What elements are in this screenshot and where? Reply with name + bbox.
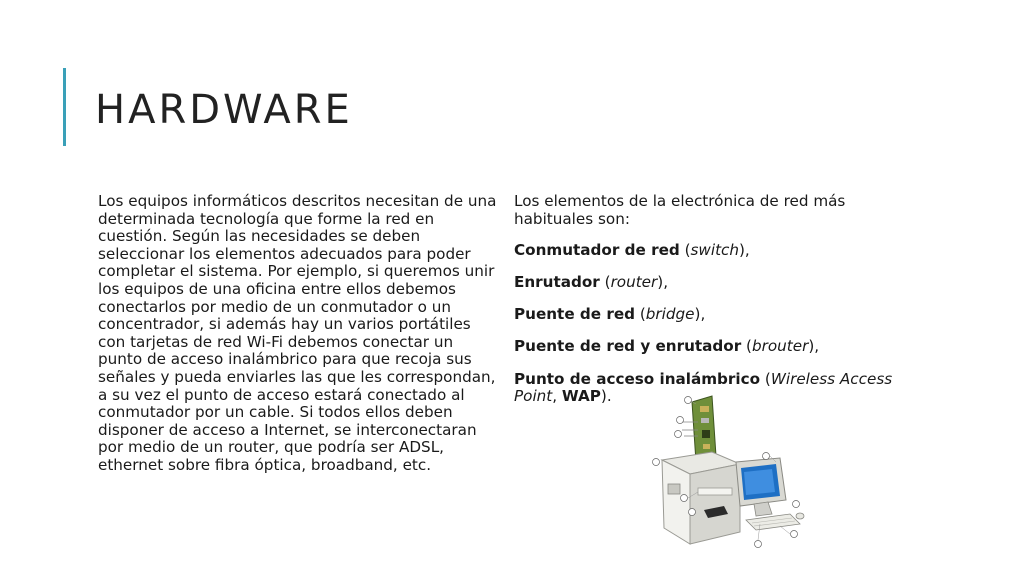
- item-term: Puente de red y enrutador: [514, 337, 742, 356]
- monitor-icon: [736, 458, 786, 516]
- item-english-term: Wireless Access Point: [514, 369, 893, 406]
- mouse-icon: [796, 513, 804, 519]
- item-term: Puente de red: [514, 305, 636, 324]
- list-item: Punto de acceso inalámbrico (Wireless Access Point, WAP).: [514, 369, 893, 406]
- right-column: [514, 193, 914, 420]
- item-english-term: bridge: [645, 305, 695, 324]
- left-paragraph: Los equipos informáticos descritos necesitan de una determinada tecnología que forme la red en cuestión. Según las necesidades se deben seleccionar los elementos adecuados para poder completar el sistema. Por ejemplo, si queremos unir los equipos de una oficina entre ellos debemos conectarlos por medio de un conmutador o un concentrador, si además hay un varios portátiles con tarjetas de red Wi-Fi debemos conectar un punto de acceso inalámbrico para que recoja sus señales y pueda enviarles las que les correspondan, a su vez el punto de acceso estará conectado al conmutador por un cable. Si todos ellos deben disponer de acceso a Internet, se interconectaran por medio de un router, que podría ser ADSL, ethernet sobre fibra óptica, broadband, etc.: [98, 192, 497, 474]
- item-term: Conmutador de red: [514, 241, 680, 260]
- list-item: Puente de red y enrutador (brouter),: [514, 337, 820, 356]
- item-english-term: brouter: [752, 337, 809, 356]
- title-accent-bar: [63, 68, 66, 146]
- slide-title: HARDWARE: [95, 87, 353, 133]
- item-english-term: router: [610, 273, 658, 292]
- item-term: Punto de acceso inalámbrico: [514, 369, 761, 388]
- item-term: Enrutador: [514, 273, 600, 292]
- list-item: Enrutador (router),: [514, 273, 669, 292]
- list-item: Puente de red (bridge),: [514, 305, 706, 324]
- list-item: Conmutador de red (switch),: [514, 241, 750, 260]
- item-acronym: WAP: [561, 387, 601, 406]
- right-intro: Los elementos de la electrónica de red más habituales son:: [514, 192, 846, 228]
- keyboard-icon: [746, 514, 800, 530]
- item-english-term: switch: [690, 241, 739, 260]
- computer-hardware-illustration: [640, 392, 810, 552]
- computer-case-icon: [662, 452, 740, 544]
